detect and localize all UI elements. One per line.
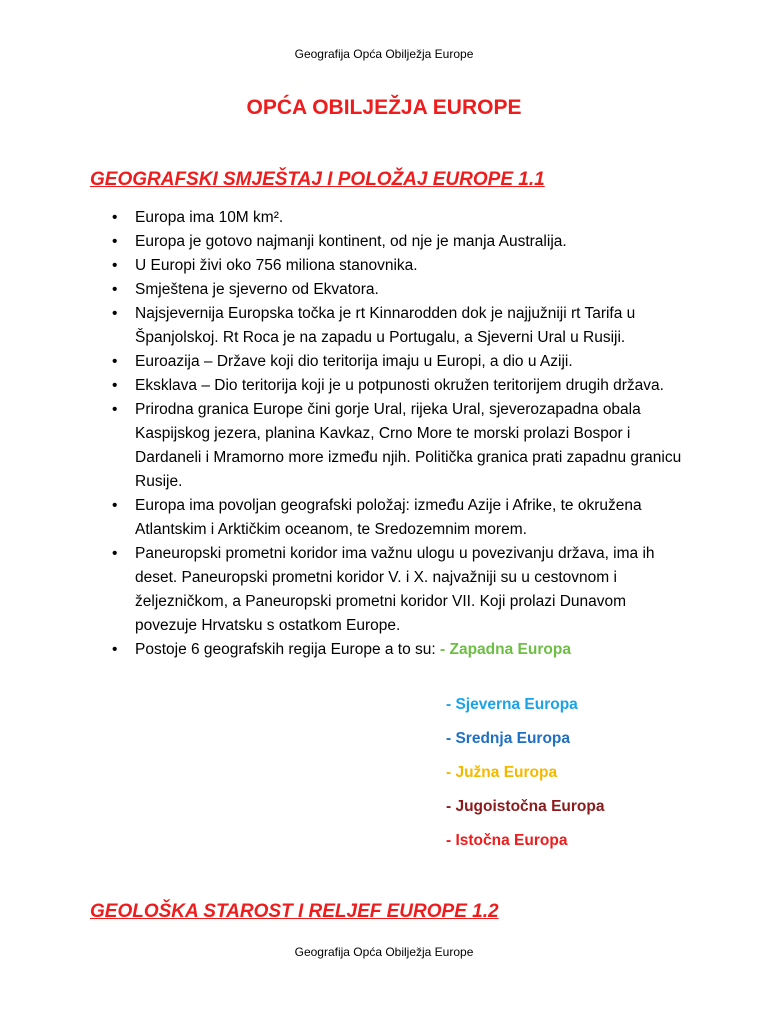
bullet-icon: • <box>112 233 118 250</box>
list-item <box>110 302 685 350</box>
bullet-icon: • <box>112 545 118 562</box>
list-item <box>110 206 685 230</box>
page-footer: Geografija Opća Obilježja Europe <box>294 945 474 959</box>
list-item-text: Eksklava – Dio teritorija koji je u potpunosti okružen teritorijem drugih država. <box>135 377 664 394</box>
region-jugoistocna: - Jugoistočna Europa <box>446 798 605 815</box>
bullet-list <box>110 206 685 662</box>
bullet-icon: • <box>112 401 118 418</box>
list-item-text: Europa je gotovo najmanji kontinent, od nje je manja Australija. <box>135 233 567 250</box>
regions-intro-text: Postoje 6 geografskih regija Europe a to su: <box>135 641 441 658</box>
list-item <box>110 494 685 542</box>
regions-list <box>446 694 604 864</box>
region-zapadna: - Zapadna Europa <box>440 641 571 658</box>
list-item <box>110 398 685 494</box>
bullet-icon: • <box>112 353 118 370</box>
list-item-text: Europa ima povoljan geografski položaj: između Azije i Afrike, te okružena Atlantskim i Arktičkim oceanom, te Sredozemnim morem. <box>135 497 642 538</box>
bullet-icon: • <box>112 641 118 658</box>
list-item <box>110 254 685 278</box>
region-srednja: - Srednja Europa <box>446 730 571 747</box>
list-item-text: Smještena je sjeverno od Ekvatora. <box>135 281 379 298</box>
region-juzna: - Južna Europa <box>446 764 558 781</box>
list-item-text: Prirodna granica Europe čini gorje Ural, rijeka Ural, sjeverozapadna obala Kaspijskog jezera, planina Kavkaz, Crno More te morski prolazi Bospor i Dardaneli i Mramorno more između njih. Politička granica prati zapadnu granicu Rusije. <box>135 401 682 490</box>
bullet-icon: • <box>112 257 118 274</box>
bullet-icon: • <box>112 209 118 226</box>
list-item <box>110 542 685 638</box>
list-item <box>110 350 685 374</box>
region-istocna: - Istočna Europa <box>446 832 568 849</box>
page-header: Geografija Opća Obilježja Europe <box>294 47 474 61</box>
list-item-text: Euroazija – Države koji dio teritorija imaju u Europi, a dio u Aziji. <box>135 353 573 370</box>
list-item-text: Paneuropski prometni koridor ima važnu ulogu u povezivanju država, ima ih deset. Paneuropski prometni koridor V. i X. najvažniji su u cestovnom i željezničkom, a Paneuropski prometni koridor VII. Koji prolazi Dunavom povezuje Hrvatsku s ostatkom Europe. <box>135 545 655 634</box>
list-item-text: U Europi živi oko 756 miliona stanovnika. <box>135 257 418 274</box>
section-heading-2: GEOLOŠKA STAROST I RELJEF EUROPE 1.2 <box>90 901 499 922</box>
region-sjeverna: - Sjeverna Europa <box>446 696 578 713</box>
list-item <box>110 230 685 254</box>
list-item <box>110 278 685 302</box>
bullet-icon: • <box>112 377 118 394</box>
list-item <box>110 374 685 398</box>
list-item-text: Najsjevernija Europska točka je rt Kinnarodden dok je najjužniji rt Tarifa u Španjolskoj. Rt Roca je na zapadu u Portugalu, a Sjeverni Ural u Rusiji. <box>135 305 636 346</box>
bullet-icon: • <box>112 497 118 514</box>
list-item-text: Europa ima 10M km². <box>135 209 284 226</box>
bullet-icon: • <box>112 281 118 298</box>
bullet-icon: • <box>112 305 118 322</box>
section-heading-1: GEOGRAFSKI SMJEŠTAJ I POLOŽAJ EUROPE 1.1 <box>90 169 545 190</box>
document-title: OPĆA OBILJEŽJA EUROPE <box>246 96 522 119</box>
list-item <box>110 638 685 662</box>
